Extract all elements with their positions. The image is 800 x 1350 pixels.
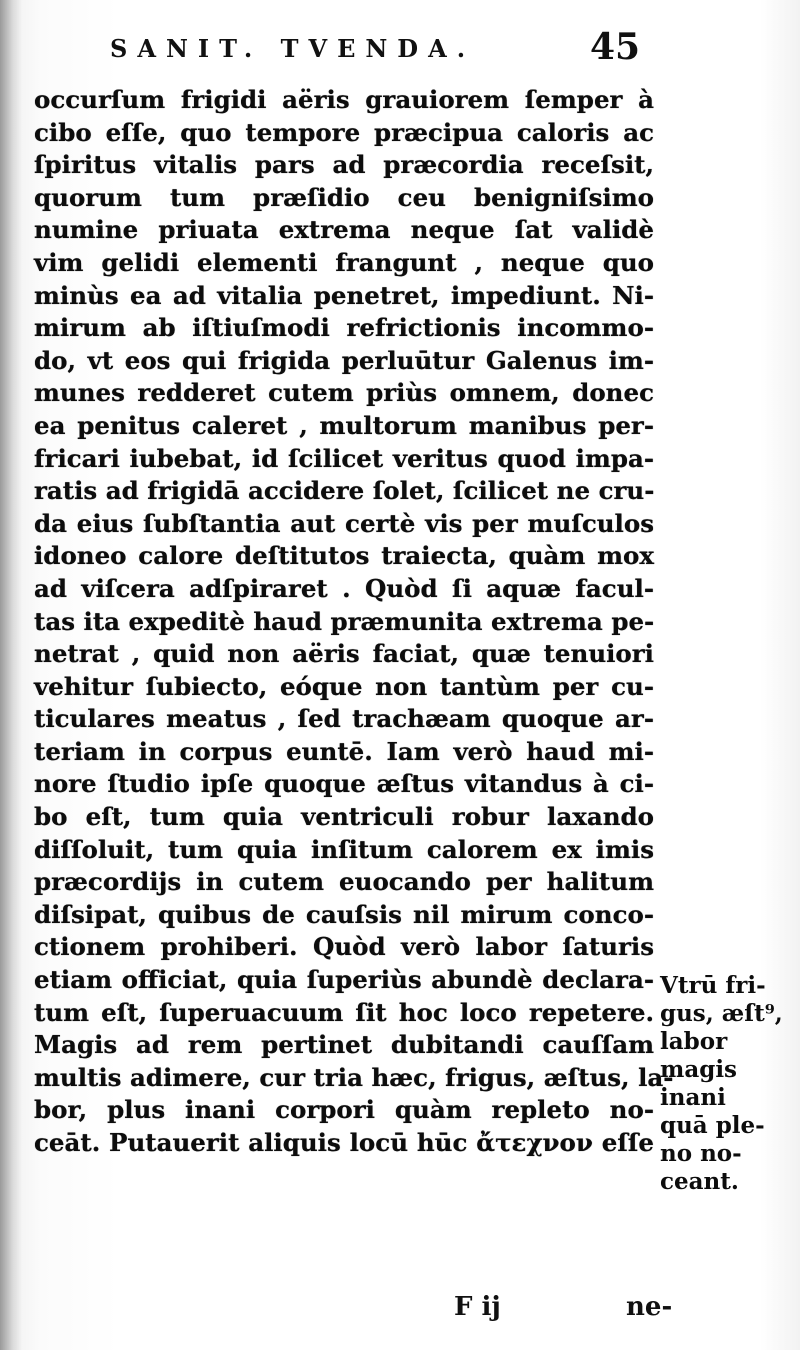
text-line: etiam officiat, quia ſuperiùs abundè declara-	[34, 965, 654, 995]
text-line: diſſoluit, tum quia inſitum calorem ex imis	[34, 834, 654, 864]
text-line: multis adimere, cur tria hæc, frigus, æſtus, la-	[34, 1062, 674, 1092]
marginal-note-line: Vtrū fri-	[660, 972, 766, 999]
text-line: nore ſtudio ipſe quoque æſtus vitandus à ci-	[34, 769, 654, 799]
marginal-note-line: quā ple-	[660, 1112, 765, 1139]
text-line: bo eſt, tum quia ventriculi robur laxando	[34, 802, 654, 832]
text-line: fricari iubebat, id ſcilicet veritus quod impa-	[34, 443, 654, 473]
text-line: do, vt eos qui frigida perluūtur Galenus im-	[34, 345, 654, 375]
text-line: bor, plus inani corpori quàm repleto no-	[34, 1095, 654, 1125]
gutter-shadow	[0, 0, 22, 1350]
text-line: diſsipat, quibus de cauſsis nil mirum conco-	[34, 899, 654, 929]
marginal-note-line: no no-	[660, 1140, 742, 1167]
marginal-note-line: ceant.	[660, 1168, 739, 1195]
catchword: ne-	[626, 1292, 673, 1322]
text-line: netrat , quid non aëris faciat, quæ tenuiori	[34, 639, 654, 669]
text-line: idoneo calore deſtitutos traiecta, quàm mox	[34, 541, 654, 571]
marginal-note	[660, 972, 790, 1196]
text-line: ctionem prohiberi. Quòd verò labor ſaturis	[34, 932, 654, 962]
text-line: ſpiritus vitalis pars ad præcordia receſsit,	[34, 150, 654, 180]
signature-mark: F ij	[454, 1292, 501, 1322]
text-line: occurſum frigidi aëris grauiorem ſemper à	[34, 85, 654, 114]
page-footer	[34, 1292, 673, 1332]
marginal-note-line: inani	[660, 1084, 726, 1111]
text-line: ratis ad frigidā accidere ſolet, ſcilicet ne cru-	[34, 476, 655, 506]
text-line: minùs ea ad vitalia penetret, impediunt. Ni-	[34, 280, 654, 310]
text-line: numine priuata extrema neque ſat validè	[34, 215, 654, 245]
text-line: ad viſcera adſpiraret . Quòd ſi aquæ facul-	[34, 573, 654, 603]
text-line: ceāt. Putauerit aliquis locū hūc ἄτεχνον eſſe	[34, 1128, 654, 1157]
text-line: tum eſt, ſuperuacuum ſit hoc loco repetere.	[34, 997, 654, 1027]
text-line: ea penitus caleret , multorum manibus per-	[34, 410, 654, 440]
body-text	[34, 84, 674, 1160]
marginal-note-line: gus, æſt⁹,	[660, 1000, 783, 1027]
text-line: da eius ſubſtantia aut certè vis per muſculos	[34, 508, 654, 538]
text-line: vim gelidi elementi frangunt , neque quo	[34, 247, 654, 277]
text-line: ticulares meatus , ſed trachæam quoque ar-	[34, 704, 654, 734]
text-line: cibo eſſe, quo tempore præcipua caloris ac	[34, 117, 654, 147]
running-head: SANIT. TVENDA.	[110, 34, 476, 63]
marginal-note-line: magis	[660, 1056, 738, 1083]
text-line: munes redderet cutem priùs omnem, donec	[34, 378, 654, 408]
text-line: teriam in corpus euntē. Iam verò haud mi-	[34, 736, 654, 766]
text-line: tas ita expeditè haud præmunita extrema pe-	[34, 606, 655, 636]
text-line: quorum tum præſidio ceu benigniſsimo	[34, 182, 654, 212]
text-line: Magis ad rem pertinet dubitandi cauſſam	[34, 1030, 654, 1060]
text-line: præcordijs in cutem euocando per halitum	[34, 867, 654, 897]
page-number: 45	[590, 26, 641, 68]
text-line: vehitur ſubiecto, eóque non tantùm per cu-	[34, 671, 654, 701]
text-line: mirum ab iſtiuſmodi refrictionis incommo-	[34, 313, 654, 343]
marginal-note-line: labor	[660, 1028, 728, 1055]
